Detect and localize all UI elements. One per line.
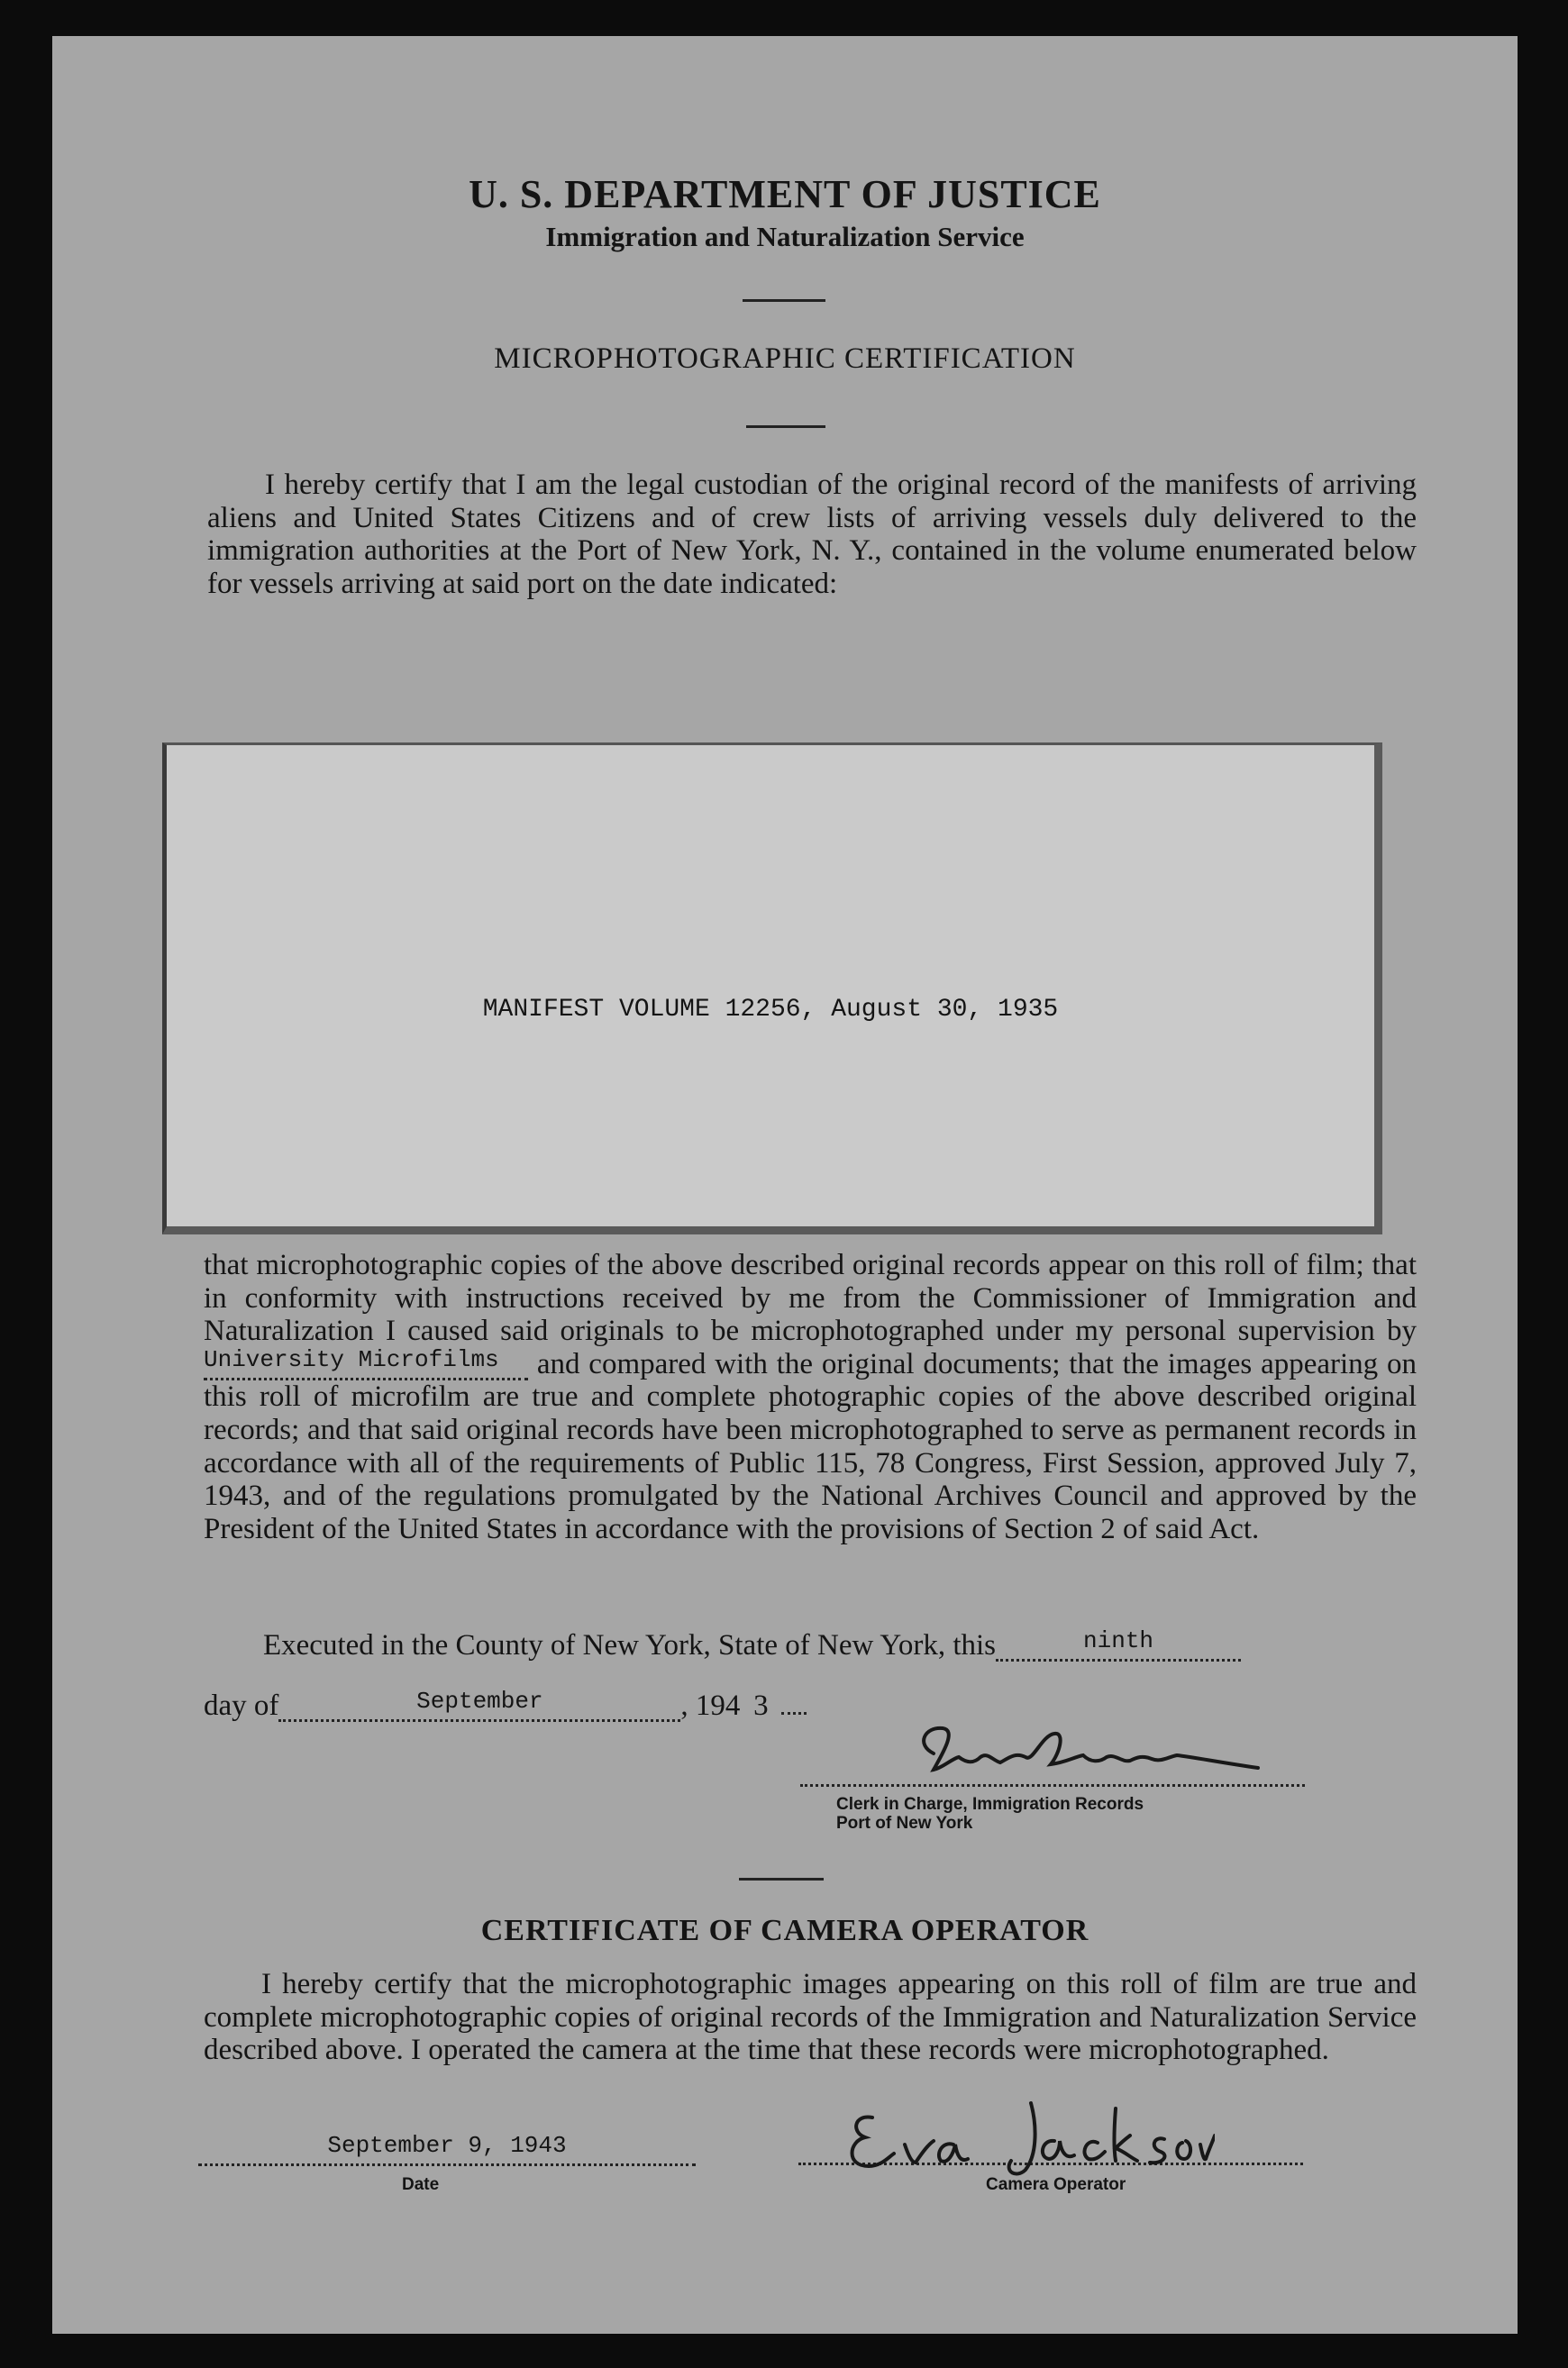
volume-box (162, 742, 1382, 1234)
day-value: ninth (1083, 1627, 1154, 1654)
clerk-title-line-1: Clerk in Charge, Immigration Records (836, 1795, 1144, 1814)
executed-prefix: Executed in the County of New York, State of New York, this (263, 1629, 997, 1662)
day-field (996, 1627, 1241, 1662)
month-value: September (416, 1688, 543, 1715)
camera-operator-title: CERTIFICATE OF CAMERA OPERATOR (480, 1914, 1089, 1947)
day-of-line (204, 1685, 807, 1723)
executed-line (263, 1629, 1241, 1662)
day-of-label: day of (204, 1689, 279, 1722)
operator-signature-label: Camera Operator (986, 2175, 1126, 2194)
month-field (278, 1688, 680, 1722)
divider-lower (739, 1878, 824, 1881)
year-prefix: , 194 (680, 1689, 741, 1722)
certificate-page (52, 36, 1518, 2334)
clerk-signature (907, 1717, 1267, 1788)
body-part-2: and compared with the original documents; that the images appearing on this roll of microfilm are true and complete photographic copies of the above described original records; and that said original records have been microphotographed to serve as permanent records in accordance with all of the requirements of Public 115, 78 Congress, First Session, approved July 7, 1943, and of the regulations promulgated by the National Archives Council and approved by the President of the United States in accordance with the provisions of Section 2 of said Act. (204, 1347, 1417, 1545)
operator-date-value: September 9, 1943 (327, 2132, 567, 2159)
clerk-title (836, 1795, 1144, 1833)
divider-middle (746, 425, 825, 428)
supervisor-field (204, 1345, 528, 1380)
intro-paragraph: I hereby certify that I am the legal custodian of the original record of the manifests of arriving aliens and United States Citizens and of crew lists of arriving vessels duly delivered to the immigration authorities at the Port of New York, N. Y., contained in the volume enumerated below for vessels arriving at said port on the date indicated: (207, 469, 1417, 600)
operator-date-field (198, 2132, 696, 2166)
operator-date-label: Date (402, 2175, 440, 2194)
operator-signature (818, 2081, 1215, 2181)
section-title: MICROPHOTOGRAPHIC CERTIFICATION (494, 342, 1076, 375)
service-subtitle: Immigration and Naturalization Service (545, 221, 1025, 252)
supervisor-value: University Microfilms (204, 1345, 499, 1373)
year-field (740, 1689, 781, 1722)
year-digit: 3 (753, 1689, 769, 1722)
volume-typed-text: MANIFEST VOLUME 12256, August 30, 1935 (482, 996, 1059, 1024)
camera-operator-paragraph: I hereby certify that the microphotographic images appearing on this roll of film are true and complete microphotographic copies of original records of the Immigration and Naturalization Service described above. I operated the camera at the time that these records were microphotographed. (204, 1968, 1417, 2067)
certification-body (204, 1249, 1417, 1545)
divider-top (743, 299, 825, 302)
year-dots (781, 1685, 807, 1715)
clerk-title-line-2: Port of New York (836, 1814, 973, 1833)
body-part-1: that microphotographic copies of the above described original records appear on this roll of film; that in conformity with instructions received by me from the Commissioner of Immigration and Naturalization I caused said originals to be microphotographed under my personal supervision by (204, 1249, 1417, 1348)
operator-date-line (198, 2134, 696, 2167)
department-title: U. S. DEPARTMENT OF JUSTICE (469, 172, 1101, 216)
